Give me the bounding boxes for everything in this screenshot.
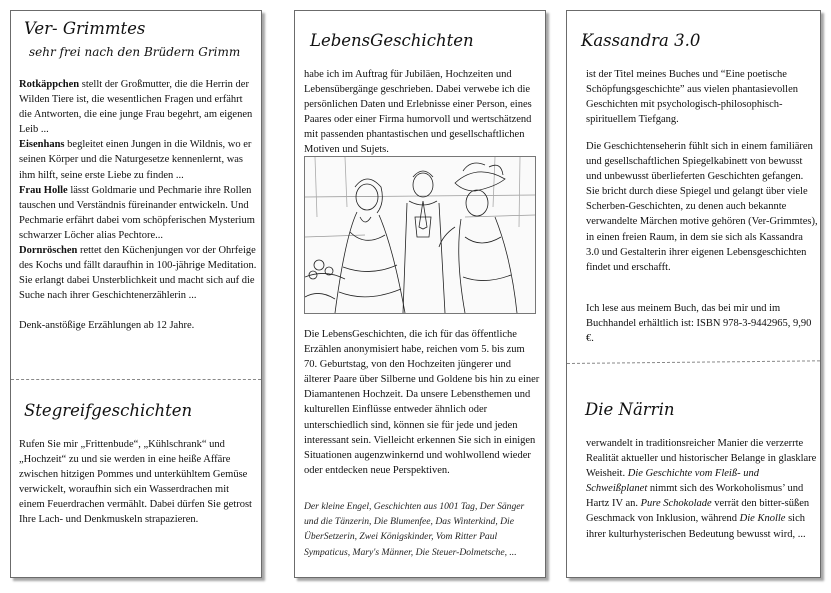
lebensgeschichten-details: Die LebensGeschichten, die ich für das öffentliche Erzählen anonymisiert habe, reichen vom 5. bis zum 70. Geburtstag, von den Hochzeiten jüngerer und älterer Paare über Silberne und Goldene bis hin zu einer Diamantenen Hochzeit. Da unsere Lebensthemen und kulturellen Einflüsse entweder ähnlich oder unterschiedlich sind, können sie für jede und jeden interessant sein. Vielleicht erkennen Sie sich in einigen Situationen augenzwinkernd und wohlwollend wieder oder entdecken neue Perspektiven. [304, 329, 540, 476]
tale-text-frau-holle: lässt Goldmarie und Pechmarie ihre Rollen tauschen und Verständnis füreinander entwickeln. Und Pechmarie erfährt dabei vom schöpferischen Mysterium schwarzer Löcher alias Pechtore... [19, 184, 255, 241]
panel-right [566, 10, 821, 578]
section-title-stegreif: Stegreifgeschichten [24, 401, 193, 420]
tale-name-dornroeschen: Dornröschen [19, 245, 78, 257]
naerrin-text-3: verrät den bitter-süßen Geschmack von Inklusion, während [586, 498, 810, 525]
tale-text-eisenhans: begleitet einen Jungen in die Wildnis, wo er seinen Körper und die Naturgesetze kennenlernt, was ihm hilft, seine erste Liebe zu finden ... [19, 139, 252, 181]
panel-left [10, 10, 262, 578]
tale-name-frau-holle: Frau Holle [19, 184, 68, 196]
panel-middle [294, 10, 546, 578]
section-title-lebensgeschichten: LebensGeschichten [310, 31, 474, 50]
tale-text-rotkaeppchen: stellt der Großmutter, die die Herrin der Wilden Tiere ist, die wesentlichen Fragen und erfährt die Antworten, die eine junge Frau begehrt, am eigenen Leib ... [19, 79, 253, 136]
section-divider [11, 379, 261, 380]
naerrin-text-4: sich ihrer kulturhysterischen Bedeutung bewusst wird, ... [586, 513, 806, 540]
lebensgeschichten-intro: habe ich im Auftrag für Jubiläen, Hochzeiten und Lebensübergänge geschrieben. Dabei verwebe ich die persönlichen Daten und Erlebnisse einer Person, eines Paares oder einer Firma humorvoll und wertschätzend mit passenden phantastischen und gesellschaftlichen Motiven und Sujets. [304, 69, 532, 156]
fairy-tale-descriptions [19, 77, 257, 334]
paragraph-rotkaeppchen [19, 77, 257, 137]
section-title-kassandra: Kassandra 3.0 [581, 31, 701, 50]
paragraph-dornroeschen [19, 243, 257, 303]
tale-text-dornroeschen: rettet den Küchenjungen vor der Ohrfeige des Kochs und fällt daraufhin in 100-jährige Meditation. Sie erlangt dabei Unsterblichkeit und macht sich auf die Suche nach ihrer Geschichtenerzählerin ... [19, 245, 257, 302]
stegreif-description: Rufen Sie mir „Frittenbude“, „Kühlschrank“ und „Hochzeit“ zu und sie werden in eine heiße Affäre zwischen hitzigen Pommes und unterkühltem Gemüse verwickelt, woraufhin sich ein Wasserdrachen mit einem Feuerdrachen vermählt. Dabei dürfen Sie getrost Ihre Lach- und Denkmuskeln strapazieren. [19, 439, 252, 526]
tale-name-rotkaeppchen: Rotkäppchen [19, 79, 80, 90]
paragraph-frau-holle [19, 183, 257, 243]
story-titles-list: Der kleine Engel, Geschichten aus 1001 Tag, Der Sänger und die Tänzerin, Die Blumenfee, Das Winterkind, Die ÜberSetzerin, Zwei Königskinder, Vom Ritter Paul Sympaticus, Mary's Männer, Die Steuer-Dolmetsche, ... [304, 501, 525, 558]
kassandra-isbn: Ich lese aus meinem Buch, das bei mir und im Buchhandel erhältlich ist: ISBN 978-3-9442965, 9,90 €. [586, 303, 812, 345]
section-title-naerrin: Die Närrin [585, 400, 675, 419]
naerrin-story-title-3: Die Knolle [739, 513, 786, 525]
kassandra-intro: ist der Titel meines Buches und “Eine poetische Schöpfungsgeschichte” aus vielen phantasievollen Geschichten mit psychologisch-philosophisch-spirituellem Tiefgang. [586, 69, 798, 126]
age-note: Denk-anstößige Erzählungen ab 12 Jahre. [19, 320, 195, 332]
kassandra-story: Die Geschichtenseherin fühlt sich in einem familiären und gesellschaftlichen Spiegelkabinett von bewusst und unbewusst überlieferten Geschichten gefangen. Sie bricht durch diese Spiegel und gelangt über viele Scherben-Geschichten, zu denen auch bekannte verwandelte Märchen motive gehören (Ver-Grimmtes), in einen freien Raum, in dem sie sich als Kassandra 3.0 und Gestalterin ihrer eigenen Lebensgeschichten findet und erschafft. [586, 141, 818, 273]
naerrin-description [586, 436, 818, 542]
naerrin-text-2: nimmt sich des Workoholismus’ und Hartz IV an. [586, 483, 804, 510]
naerrin-text-1: verwandelt in traditionsreicher Manier die verzerrte Realität aktueller und historischer Belange in glasklare Weisheit. [586, 438, 817, 480]
section-divider [567, 360, 820, 364]
paragraph-eisenhans [19, 137, 257, 182]
section-subtitle: sehr frei nach den Brüdern Grimm [29, 45, 241, 59]
wedding-sketch-drawing [305, 157, 535, 313]
naerrin-story-title-2: Pure Schokolade [640, 498, 712, 510]
tale-name-eisenhans: Eisenhans [19, 139, 65, 151]
naerrin-story-title-1: Die Geschichte vom Fleiß- und Schweißplanet [586, 468, 759, 495]
wedding-sketch-image [304, 156, 536, 314]
section-title-ver-grimmtes: Ver- Grimmtes [24, 19, 146, 38]
